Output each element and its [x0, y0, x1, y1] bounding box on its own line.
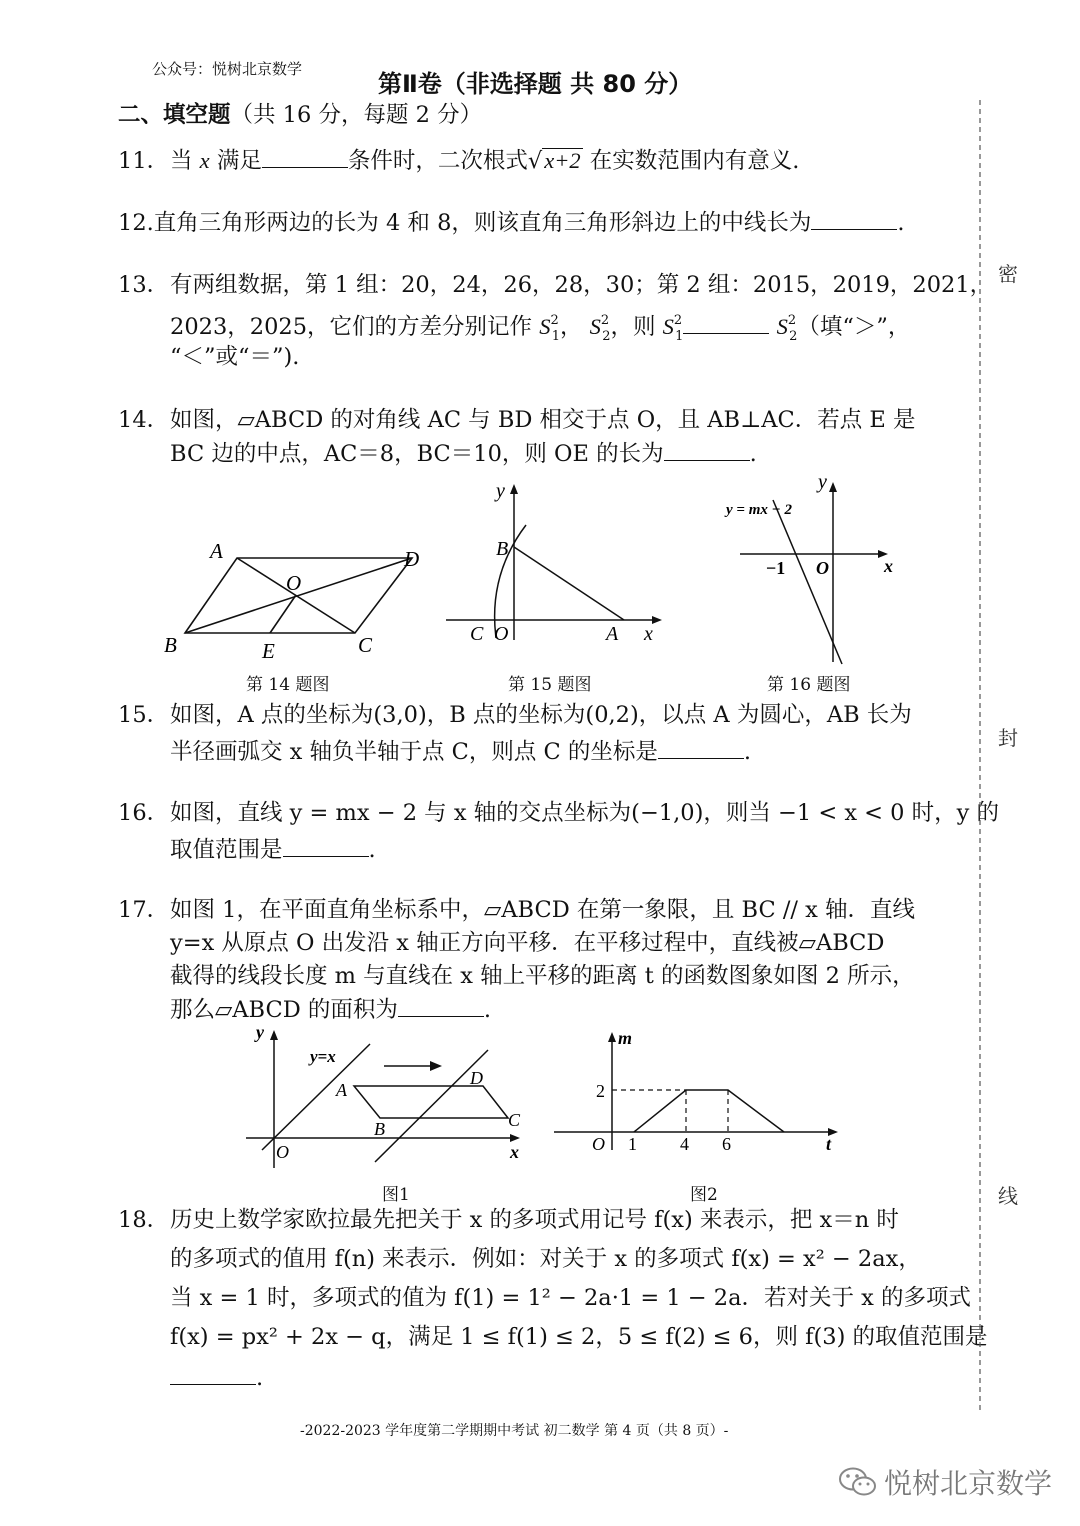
q18-blank[interactable]	[170, 1362, 256, 1385]
q11-c: 条件时，二次根式	[347, 148, 528, 174]
question-15	[118, 700, 912, 730]
fig14-label-c: C	[358, 633, 373, 657]
figure-16	[720, 472, 910, 667]
q18-end: .	[256, 1365, 264, 1391]
fig2-label-t: t	[826, 1134, 832, 1154]
brand-name: 悦树北京数学	[884, 1467, 1053, 1500]
footer-page-info: -2022-2023 学年度第二学期期中考试 初二数学 第 4 页（共 8 页）-	[300, 1423, 729, 1439]
q11-radicand: x+2	[544, 148, 581, 173]
question-18-line4	[118, 1322, 988, 1352]
side-mark-feng: 封	[998, 726, 1018, 750]
q18-line3: 当 x = 1 时，多项式的值为 f(1) = 1² − 2a·1 = 1 − 2a．若对关于 x 的多项式	[170, 1285, 972, 1311]
q17-line1: 如图 1，在平面直角坐标系中，▱ABCD 在第一象限，且 BC // x 轴．直线	[170, 897, 916, 923]
question-13	[118, 270, 992, 300]
q12-end: .	[897, 210, 905, 236]
q17-line3: 截得的线段长度 m 与直线在 x 轴上平移的距离 t 的函数图象如图 2 所示，	[170, 963, 915, 989]
q16-end: .	[368, 837, 376, 863]
section-heading	[118, 100, 482, 130]
question-18-line5	[118, 1362, 263, 1393]
fig1-label-b: B	[374, 1119, 385, 1139]
fig1-parallelogram	[354, 1086, 508, 1118]
fig2-label-4: 4	[680, 1134, 689, 1154]
q14-line1: 如图，▱ABCD 的对角线 AC 与 BD 相交于点 O，且 AB⊥AC．若点 E 是	[170, 407, 916, 433]
fig15-label-c: C	[470, 623, 484, 645]
q15-line1: 如图，A 点的坐标为(3,0)，B 点的坐标为(0,2)，以点 A 为圆心，AB 长为	[170, 702, 912, 728]
fig2-caption: 图2	[690, 1185, 718, 1205]
fig2-label-2: 2	[596, 1081, 605, 1101]
q11-blank[interactable]	[262, 145, 348, 168]
q16-line1: 如图，直线 y = mx − 2 与 x 轴的交点坐标为(−1,0)，则当 −1 < x < 0 时，y 的	[170, 800, 1000, 826]
q12-number: 12.	[118, 210, 154, 236]
q13-number: 13．	[118, 272, 170, 298]
q13-line2b: ，则	[610, 314, 656, 340]
question-18-line2	[118, 1244, 921, 1274]
q14-blank[interactable]	[664, 438, 750, 461]
q16-line2: 取值范围是	[170, 837, 283, 863]
question-17-line2	[118, 928, 884, 958]
section-note: （共 16 分，每题 2 分）	[230, 102, 483, 128]
q17-blank[interactable]	[398, 994, 484, 1017]
fig14-label-a: A	[210, 539, 223, 563]
fig2-label-1: 1	[628, 1134, 637, 1154]
fig1-label-c: C	[508, 1110, 521, 1130]
fig15-label-y: y	[496, 480, 505, 502]
q13-line3: “＜”或“＝”).	[170, 344, 300, 370]
question-11: 11．当 x 满足 条件时，二次根式√x+2 在实数范围内有意义.	[118, 145, 799, 176]
q18-line2: 的多项式的值用 f(n) 来表示．例如：对关于 x 的多项式 f(x) = x² − 2ax，	[170, 1246, 921, 1272]
fig14-caption: 第 14 题图	[246, 675, 330, 695]
fig14-label-d: D	[404, 547, 420, 571]
side-mark-mi: 密	[998, 262, 1018, 286]
fig1-label-a: A	[336, 1080, 347, 1100]
fig2-label-o: O	[592, 1134, 605, 1154]
q13-line2a: 2023，2025，它们的方差分别记作	[170, 314, 533, 340]
figure-17-1	[240, 1020, 540, 1170]
figure-14	[150, 530, 440, 670]
fig2-label-6: 6	[722, 1134, 731, 1154]
q11-number: 11．	[118, 148, 170, 174]
q17-end: .	[483, 997, 492, 1023]
fig16-label-eq: y = mx − 2	[726, 502, 792, 518]
fig14-label-b: B	[164, 633, 177, 657]
fig15-label-x: x	[644, 623, 653, 645]
q14-line2: BC 边的中点，AC＝8，BC＝10，则 OE 的长为	[170, 441, 664, 467]
fig15-label-a: A	[606, 623, 619, 645]
question-14-line2	[118, 438, 757, 469]
q13-line2c: （填“＞”，	[797, 314, 911, 340]
fig15-segment-ab	[514, 547, 624, 620]
q16-blank[interactable]	[283, 834, 369, 857]
volume-title: 第Ⅱ卷（非选择题 共 80 分）	[378, 70, 693, 98]
fig16-label-neg1: −1	[766, 558, 786, 578]
q17-number: 17．	[118, 897, 170, 923]
fig16-caption: 第 16 题图	[767, 675, 851, 695]
question-16-line2	[118, 834, 376, 865]
fig15-caption: 第 15 题图	[508, 675, 592, 695]
figure-17-2	[550, 1022, 850, 1157]
fig2-label-m: m	[618, 1028, 633, 1048]
question-13-line2: 2023，2025，它们的方差分别记作 $S^2_1$， $S^2_2$，则 $S^2_1$ $S^2_2$（填“＞”，	[170, 313, 911, 344]
q13-line1: 有两组数据，第 1 组：20，24，26，28，30；第 2 组：2015，2019，2021，	[170, 272, 993, 298]
fig16-label-x: x	[884, 556, 893, 576]
question-18	[118, 1205, 899, 1235]
fig14-diagonal-bd	[185, 558, 412, 633]
fig1-caption: 图1	[382, 1185, 410, 1205]
q14-number: 14．	[118, 407, 170, 433]
q14-end: .	[749, 441, 757, 467]
q18-line1: 历史上数学家欧拉最先把关于 x 的多项式用记号 f(x) 来表示，把 x＝n 时	[170, 1207, 899, 1233]
header-account: 公众号：悦树北京数学	[152, 60, 303, 78]
fig14-label-e: E	[262, 639, 275, 663]
fig1-label-x: x	[510, 1142, 519, 1162]
question-15-line2	[118, 736, 751, 767]
q12-blank[interactable]	[811, 207, 897, 230]
question-13-line3	[118, 342, 299, 372]
wechat-icon	[838, 1466, 878, 1498]
fig15-label-b: B	[496, 538, 509, 560]
q11-b: 满足	[216, 148, 262, 174]
q11-d: 在实数范围内有意义.	[589, 148, 800, 174]
fig1-label-d: D	[470, 1068, 483, 1088]
q15-blank[interactable]	[658, 736, 744, 759]
question-17-line3	[118, 961, 915, 991]
fig1-label-y: y	[256, 1022, 264, 1042]
question-12	[118, 207, 905, 238]
q18-number: 18．	[118, 1207, 170, 1233]
q17-line2: y=x 从原点 O 出发沿 x 轴正方向平移．在平移过程中，直线被▱ABCD	[170, 930, 885, 956]
fig1-label-o: O	[276, 1142, 289, 1162]
question-17	[118, 895, 915, 925]
fig16-label-y: y	[818, 472, 827, 493]
q16-number: 16．	[118, 800, 170, 826]
q15-end: .	[743, 739, 752, 765]
side-mark-xian: 线	[998, 1184, 1018, 1208]
question-18-line3	[118, 1283, 971, 1313]
footer-brand	[838, 1462, 1052, 1502]
question-16	[118, 798, 999, 828]
fig16-line	[773, 500, 842, 664]
figure-15	[440, 480, 670, 655]
q12-text: 直角三角形两边的长为 4 和 8，则该直角三角形斜边上的中线长为	[153, 210, 812, 236]
fig14-label-o: O	[286, 571, 302, 595]
q15-number: 15．	[118, 702, 170, 728]
q15-line2: 半径画弧交 x 轴负半轴于点 C，则点 C 的坐标是	[170, 739, 658, 765]
question-14	[118, 405, 915, 435]
fig2-graph	[634, 1090, 784, 1132]
fig1-label-eq: y=x	[310, 1047, 336, 1066]
q18-line4: f(x) = px² + 2x − q，满足 1 ≤ f(1) ≤ 2，5 ≤ f(2) ≤ 6，则 f(3) 的取值范围是	[170, 1324, 988, 1350]
q17-line4: 那么▱ABCD 的面积为	[170, 997, 398, 1023]
section-title: 二、填空题	[118, 102, 231, 128]
binding-dashed-line	[976, 100, 986, 1416]
q13-blank[interactable]	[683, 311, 769, 334]
q11-a: 当	[170, 148, 193, 174]
fig15-label-o: O	[494, 623, 509, 645]
fig16-label-o: O	[816, 558, 829, 578]
